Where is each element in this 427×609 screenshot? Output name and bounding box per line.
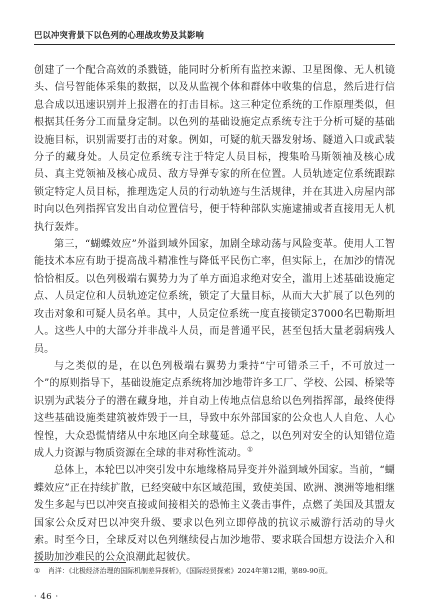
page-number: · 46 · (34, 592, 59, 602)
paragraph-3 (34, 358, 395, 462)
footnote-marker: ① (34, 567, 41, 575)
header-rule (34, 44, 395, 45)
paragraph-3-text: 与之类似的是，在以色列极端右翼势力秉持“宁可错杀三千，不可放过一个”的原则指导下，基础设施定点系统将加沙地带许多工厂、学校、公园、桥梁等识别为武装分子的潜在藏身地，并自动上传地点信息给以色列指挥部，最终使得这些基础设施类建筑被炸毁于一旦，导致中东外部国家的公众也人人自危、人心惶惶，大众恐慌情绪从中东地区向全球蔓延。总之，以色列对安全的认知错位造成人力资源与物质资源在全球的非对称性流动。 (34, 360, 395, 459)
footnote-text: 肖洋：《北极经济治理的国际机制差异探析》，《国际经贸探索》2024年第12期，第89-90页。 (48, 567, 332, 575)
footnote (34, 566, 395, 576)
paragraph-1: 创建了一个配合高效的杀戮链，能同时分析所有监控来源、卫星图像、无人机镜头、信号智能体采集的数据，以及从监视个体和群体中收集的信息，然后进行信息合成以迅速识别并上报潜在的打击目标。这三种定位系统的工作原理类似，但根据其任务分工而量身定制。以色列的基础设施定点系统专注于分析可疑的基础设施目标，识别需要打击的对象。例如，可疑的航天器发射场、隧道入口或武装分子的藏身处。人员定位系统专注于特定人员目标，搜集哈马斯领袖及核心成员、真主党领袖及核心成员、敌方导弹专家的所在位置。人员轨迹定位系统跟踪锁定特定人员目标，推理选定人员的行动轨迹与生活规律，并在其进入房屋内部时向以色列指挥官发出自动位置信号，便于特种部队实施逮捕或者直接用无人机执行轰炸。 (34, 65, 395, 233)
footnote-reference[interactable]: ① (247, 445, 254, 454)
paragraph-2: 第三，“蝴蝶效应”外溢到域外国家，加剧全球动荡与风险变革。使用人工智能技术本应有助于提高战斗精准性与降低平民伤亡率，但实际上，在加沙的情况恰恰相反。以色列极端右翼势力为了单方面追求绝对安全，滥用上述基础设施定点、人员定位和人员轨迹定位系统，锁定了大量目标，从而大大扩展了以色列的攻击对象和可疑人员名单。其中，人员定位系统一度直接锁定37000名巴勒斯坦人。这些人中的大部分并非战斗人员，而是普通平民，甚至包括大量老弱病残人员。 (34, 239, 395, 355)
footnote-rule (34, 562, 126, 563)
body-text (34, 62, 395, 567)
running-header: 巴以冲突背景下以色列的心理战攻势及其影响 (34, 30, 204, 40)
paragraph-4: 总体上，本轮巴以冲突引发中东地缘格局异变并外溢到域外国家。当前，“蝴蝶效应”正在持续扩散，已经突破中东区域范围，致使美国、欧洲、澳洲等地相继发生多起与巴以冲突直接或间接相关的恐怖主义袭击事件，点燃了美国及其盟友国家公众反对巴以冲突升级、要求以色列立即停战的抗议示威游行活动的导火索。时至今日，全球反对以色列继续侵占加沙地带、要求联合国想方设法介入和援助加沙难民的公众浪潮此起彼伏。 (34, 465, 395, 564)
